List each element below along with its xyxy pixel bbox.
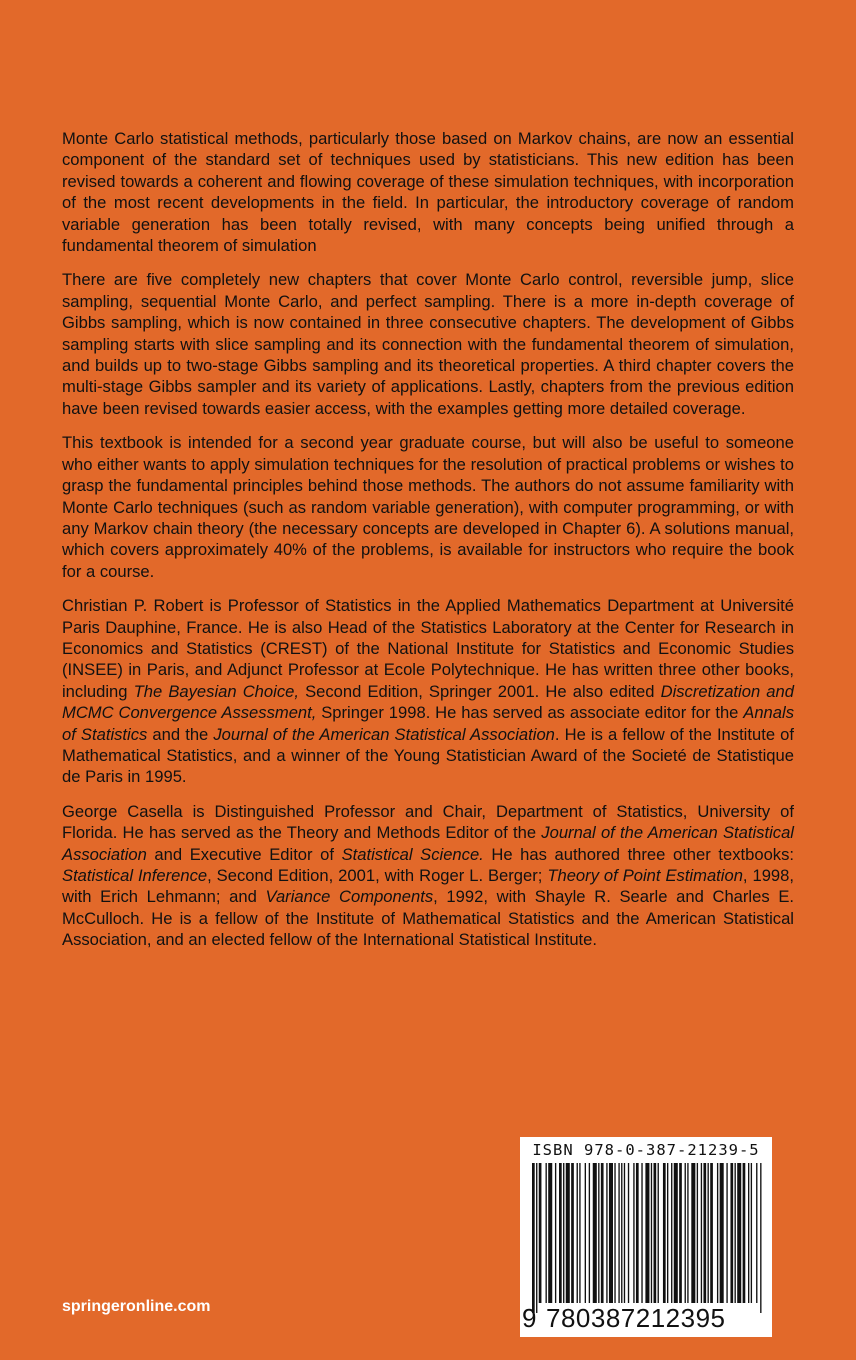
barcode-bar	[730, 1163, 733, 1303]
barcode-bar	[708, 1163, 709, 1303]
text-run: Journal of the American Statistical Association	[62, 823, 794, 864]
barcode-bar	[748, 1163, 749, 1303]
barcode-bar	[717, 1163, 718, 1303]
publisher-website: springeronline.com	[62, 1298, 211, 1315]
barcode-bar	[536, 1163, 537, 1313]
barcode-bar	[539, 1163, 542, 1303]
barcode-bar	[555, 1163, 556, 1303]
barcode-bar	[654, 1163, 657, 1303]
text-run: . He is a fellow of the Institute of Mathematical Statistics, and a winner of the Young Statistician Award of the Societé de Statistique de Paris in 1995.	[62, 724, 794, 787]
barcode-bar	[743, 1163, 746, 1303]
text-run: Discretization and MCMC Convergence Assessment,	[62, 681, 794, 723]
text-run: Variance Components	[265, 887, 434, 907]
barcode-bar	[621, 1163, 622, 1303]
barcode-bar	[663, 1163, 666, 1303]
barcode-bar	[641, 1163, 642, 1303]
barcode-bar	[735, 1163, 736, 1303]
text-run: , 1992, with Shayle R. Searle and Charles E. McCulloch. He is a fellow of the Institute of Mathematical Statistics and the American Statistical Association, and an elected fellow of the International Statistical Institute.	[62, 887, 794, 950]
description-paragraph-2	[62, 269, 794, 419]
back-cover-text	[62, 128, 794, 964]
isbn-digits	[522, 1303, 770, 1334]
text-run: , 1998, with Erich Lehmann; and	[62, 866, 794, 907]
text-run: Springer 1998. He has served as associate editor for the	[316, 703, 744, 723]
barcode-bar	[589, 1163, 590, 1303]
text-run: and Executive Editor of	[146, 844, 342, 864]
barcode-bar	[756, 1163, 757, 1303]
barcode-bar	[679, 1163, 682, 1303]
text-run: Christian P. Robert is Professor of Statistics in the Applied Mathematics Department at Université Paris Dauphine, France. He is also Head of the Statistics Laboratory at the Center for Research in Economics and Statistics (CREST) of the National Institute for Statistics and Economic Studies (INSEE) in Paris, and Adjunct Professor at Ecole Polytechnique. He has written three other books, including	[62, 596, 794, 701]
barcode-bar	[651, 1163, 652, 1303]
barcode-bar	[609, 1163, 613, 1303]
text-run: Journal of the American Statistical Association	[213, 724, 555, 744]
barcode-bar	[691, 1163, 695, 1303]
barcode-bar	[532, 1163, 535, 1313]
barcode-bar	[563, 1163, 564, 1303]
barcode-bar	[579, 1163, 580, 1303]
barcode-bar	[720, 1163, 724, 1303]
barcode-bar	[618, 1163, 619, 1303]
barcode-bar	[593, 1163, 597, 1303]
barcode-bar	[671, 1163, 672, 1303]
barcode-bar	[614, 1163, 615, 1303]
text-run: Annals of Statistics	[62, 703, 794, 744]
text-run: The Bayesian Choice,	[133, 681, 299, 701]
barcode-bar	[658, 1163, 659, 1303]
author-bio-robert	[62, 595, 794, 788]
barcode-bar	[685, 1163, 686, 1303]
barcode-bar	[624, 1163, 625, 1303]
barcode-bar	[585, 1163, 586, 1303]
isbn-first-digit: 9	[522, 1303, 537, 1333]
text-run: Theory of Point Estimation	[547, 866, 743, 885]
barcode-bar	[633, 1163, 634, 1303]
barcode-bar	[710, 1163, 713, 1303]
barcode-bar	[636, 1163, 639, 1303]
isbn-remaining-digits: 780387212395	[546, 1303, 726, 1333]
barcode-bar	[571, 1163, 574, 1303]
barcode-bar	[697, 1163, 698, 1303]
text-run: There are five completely new chapters that cover Monte Carlo control, reversible jump, slice sampling, sequential Monte Carlo, and perfect sampling. There is a more in-depth coverage of Gibbs sampling, which is now contained in three consecutive chapters. The development of Gibbs sampling starts with slice sampling and its connection with the fundamental theorem of simulation, and builds up to two-stage Gibbs sampling and its theoretical properties. A third chapter covers the multi-stage Gibbs sampler and its variety of applications. Lastly, chapters from the previous edition have been revised towards easier access, with the examples getting more detailed coverage.	[62, 270, 794, 418]
barcode-bar	[674, 1163, 678, 1303]
barcode-bar	[760, 1163, 761, 1313]
barcode-bar	[601, 1163, 604, 1303]
text-run: Monte Carlo statistical methods, particularly those based on Markov chains, are now an essential component of the standard set of techniques used by statisticians. This new edition has been revised towards a coherent and flowing coverage of these simulation techniques, with incorporation of the most recent developments in the field. In particular, the introductory coverage of random variable generation has been totally revised, with many concepts being unified through a fundamental theorem of simulation	[62, 129, 794, 256]
barcode-bar	[559, 1163, 562, 1303]
description-paragraph-1	[62, 128, 794, 256]
text-run: Second Edition, Springer 2001. He also edited	[298, 681, 661, 701]
barcode-bar	[606, 1163, 607, 1303]
barcode-bar	[667, 1163, 668, 1303]
barcode-bar	[628, 1163, 629, 1303]
text-run: He has authored three other textbooks:	[483, 844, 795, 864]
barcode-bar	[566, 1163, 570, 1303]
barcode-bar	[701, 1163, 702, 1303]
barcode-bar	[751, 1163, 752, 1303]
text-run: Statistical Inference	[62, 866, 208, 885]
text-run: George Casella is Distinguished Professor and Chair, Department of Statistics, University of Florida. He has served as the Theory and Methods Editor of the	[62, 801, 794, 843]
isbn-label: ISBN 978-0-387-21239-5	[532, 1141, 760, 1159]
barcode-bar	[598, 1163, 599, 1303]
author-bio-casella	[62, 801, 794, 951]
text-run: and the	[147, 724, 214, 744]
text-run: , Second Edition, 2001, with Roger L. Berger;	[207, 866, 548, 885]
barcode-bar	[548, 1163, 552, 1303]
description-paragraph-3	[62, 432, 794, 582]
barcode-bar	[703, 1163, 706, 1303]
barcode-bar	[645, 1163, 649, 1313]
barcode-bars	[532, 1163, 764, 1313]
barcode-bar	[737, 1163, 741, 1303]
barcode-bar	[577, 1163, 578, 1303]
barcode-bar	[546, 1163, 547, 1303]
text-run: This textbook is intended for a second year graduate course, but will also be useful to someone who either wants to apply simulation techniques for the resolution of practical problems or wishes to grasp the fundamental principles behind those methods. The authors do not assume familiarity with Monte Carlo techniques (such as random variable generation), with computer programming, or with any Markov chain theory (the necessary concepts are developed in Chapter 6). A solutions manual, which covers approximately 40% of the problems, is available for instructors who require the book for a course.	[62, 433, 794, 581]
barcode-bar	[726, 1163, 727, 1303]
text-run: Statistical Science.	[341, 844, 484, 864]
isbn-barcode	[520, 1137, 772, 1337]
barcode-bar	[687, 1163, 688, 1303]
